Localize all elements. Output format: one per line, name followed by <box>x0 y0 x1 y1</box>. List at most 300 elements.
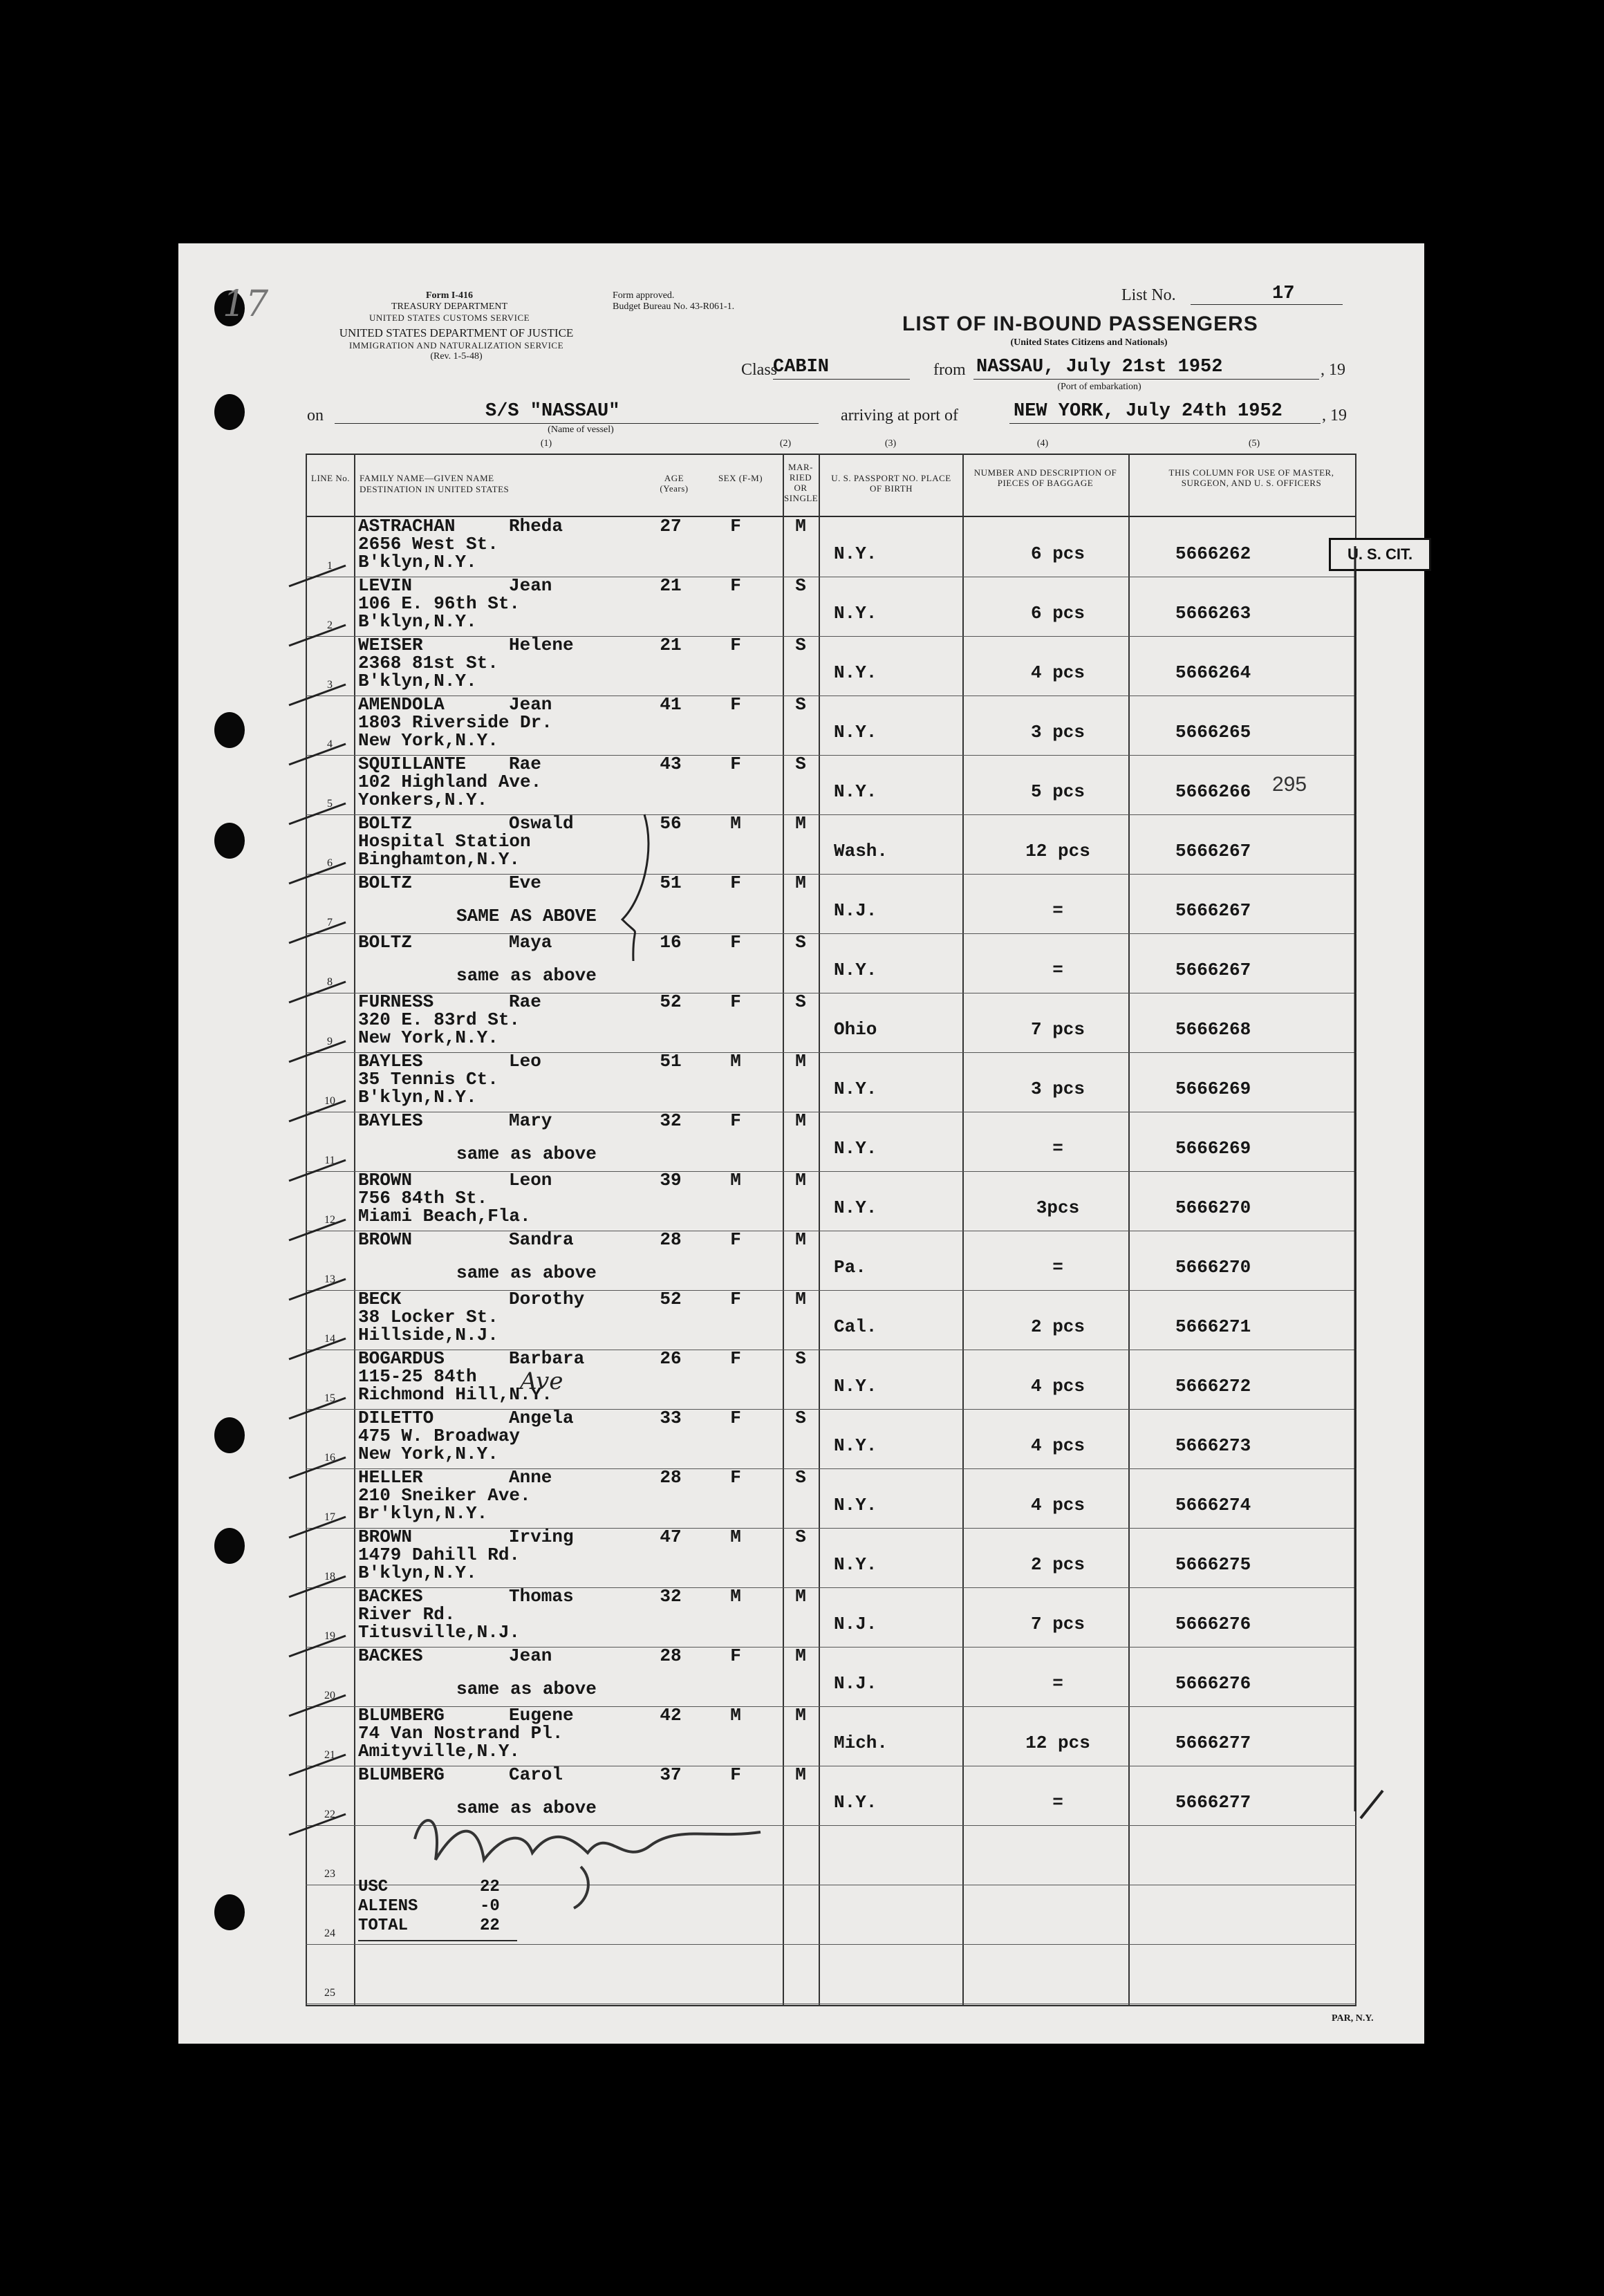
marital-status: S <box>795 635 806 655</box>
marital-status: M <box>795 1170 806 1191</box>
age: 21 <box>660 575 682 596</box>
line-number: 23 <box>324 1868 335 1880</box>
destination-line-2: Richmond Hill,N.Y. <box>358 1384 552 1405</box>
check-mark <box>289 1041 346 1062</box>
vessel-name: S/S "NASSAU" <box>485 401 620 422</box>
line-number: 15 <box>324 1392 335 1404</box>
given-name: Jean <box>509 694 552 715</box>
check-mark <box>289 1814 346 1835</box>
line-number: 14 <box>324 1333 335 1345</box>
sex: F <box>730 635 741 655</box>
class-value: CABIN <box>773 357 830 377</box>
corner-mark: 17 <box>223 283 269 325</box>
family-name: WEISER <box>358 635 423 655</box>
line-number: 16 <box>324 1452 335 1464</box>
destination-line-1: 38 Locker St. <box>358 1307 498 1327</box>
marital-status: M <box>795 1586 806 1607</box>
page-subtitle: (United States Citizens and Nationals) <box>1010 337 1168 348</box>
col-header-officers: THIS COLUMN FOR USE OF MASTER, SURGEON, AND U. S. OFFICERS <box>1168 467 1334 488</box>
bracket-mark <box>622 814 649 961</box>
marital-status: S <box>795 991 806 1012</box>
age: 51 <box>660 872 682 893</box>
line-number: 8 <box>327 976 333 988</box>
signature-mark <box>415 1820 761 1908</box>
officer-number: 5666273 <box>1175 1435 1251 1456</box>
line-number: 11 <box>324 1155 335 1166</box>
col-header-age: AGE (Years) <box>660 473 689 494</box>
year-suffix: , 19 <box>1321 361 1345 379</box>
sex: M <box>730 1051 741 1072</box>
family-name: BAYLES <box>358 1051 423 1072</box>
check-mark <box>289 1636 346 1656</box>
age: 27 <box>660 516 682 536</box>
total-value: 22 <box>480 1916 500 1935</box>
destination-line-2: Hillside,N.J. <box>358 1325 498 1345</box>
arriving-label: arriving at port of <box>841 407 958 424</box>
line-number: 10 <box>324 1095 335 1107</box>
sex: F <box>730 1289 741 1309</box>
check-mark <box>289 1338 346 1359</box>
destination-line-1: same as above <box>456 1679 597 1699</box>
check-mark <box>289 1220 346 1240</box>
place-of-birth: Cal. <box>834 1316 877 1337</box>
revision: (Rev. 1-5-48) <box>430 351 483 362</box>
place-of-birth: N.Y. <box>834 781 877 802</box>
destination-line-2: B'klyn,N.Y. <box>358 611 477 632</box>
destination-line-1: 74 Van Nostrand Pl. <box>358 1723 563 1744</box>
line-number: 13 <box>324 1273 335 1285</box>
check-mark <box>289 1160 346 1181</box>
destination-line-1: 115-25 84th <box>358 1366 477 1387</box>
family-name: DILETTO <box>358 1408 434 1428</box>
arriving-value: NEW YORK, July 24th 1952 <box>1014 401 1283 422</box>
place-of-birth: N.Y. <box>834 1138 877 1159</box>
age: 32 <box>660 1586 682 1607</box>
officer-number: 5666276 <box>1175 1673 1251 1694</box>
family-name: BOGARDUS <box>358 1348 445 1369</box>
from-label: from <box>933 361 966 379</box>
officer-number: 5666277 <box>1175 1792 1251 1813</box>
sex: F <box>730 1110 741 1131</box>
baggage: 2 pcs <box>1030 1316 1085 1337</box>
sex: F <box>730 1229 741 1250</box>
officer-number: 5666262 <box>1175 543 1251 564</box>
check-mark <box>289 1457 346 1478</box>
given-name: Irving <box>509 1527 574 1547</box>
marital-status: S <box>795 1408 806 1428</box>
check-mark <box>289 1755 346 1775</box>
check-mark <box>289 1695 346 1716</box>
officer-number: 5666268 <box>1175 1019 1251 1040</box>
place-of-birth: N.Y. <box>834 722 877 743</box>
officer-number: 5666270 <box>1175 1257 1251 1278</box>
baggage: 3pcs <box>1036 1197 1080 1218</box>
destination-line-1: same as above <box>456 1798 597 1818</box>
dept-treasury: TREASURY DEPARTMENT <box>391 301 508 312</box>
officer-number: 5666277 <box>1175 1733 1251 1753</box>
place-of-birth: N.Y. <box>834 960 877 980</box>
line-number: 22 <box>324 1809 335 1820</box>
family-name: BROWN <box>358 1170 413 1191</box>
destination-line-1: Hospital Station <box>358 831 531 852</box>
sex: M <box>730 813 741 834</box>
destination-line-2: Titusville,N.J. <box>358 1622 521 1643</box>
place-of-birth: N.Y. <box>834 1554 877 1575</box>
family-name: LEVIN <box>358 575 413 596</box>
class-label: Class <box>741 361 778 379</box>
given-name: Rheda <box>509 516 563 536</box>
given-name: Jean <box>509 575 552 596</box>
marital-status: S <box>795 1527 806 1547</box>
family-name: BACKES <box>358 1586 423 1607</box>
col-num-4: (4) <box>1036 438 1049 449</box>
family-name: BOLTZ <box>358 932 413 953</box>
given-name: Barbara <box>509 1348 585 1369</box>
list-number-label: List No. <box>1121 286 1176 304</box>
family-name: BACKES <box>358 1645 423 1666</box>
place-of-birth: N.Y. <box>834 603 877 624</box>
line-number: 3 <box>327 679 333 691</box>
age: 28 <box>660 1467 682 1488</box>
marital-status: S <box>795 754 806 774</box>
age: 33 <box>660 1408 682 1428</box>
officer-number: 5666272 <box>1175 1376 1251 1397</box>
place-of-birth: N.Y. <box>834 1495 877 1515</box>
sex: M <box>730 1705 741 1726</box>
age: 52 <box>660 1289 682 1309</box>
col-header-passport: U. S. PASSPORT NO. PLACE OF BIRTH <box>831 473 951 494</box>
officer-number: 5666267 <box>1175 841 1251 861</box>
place-of-birth: Ohio <box>834 1019 877 1040</box>
age: 28 <box>660 1229 682 1250</box>
port-embark-caption: (Port of embarkation) <box>1057 382 1141 392</box>
sex: F <box>730 1348 741 1369</box>
marital-status: S <box>795 1467 806 1488</box>
col-header-baggage: NUMBER AND DESCRIPTION OF PIECES OF BAGGAGE <box>973 467 1117 488</box>
check-mark <box>289 1517 346 1538</box>
marital-status: S <box>795 694 806 715</box>
sex: F <box>730 575 741 596</box>
sex: F <box>730 932 741 953</box>
family-name: AMENDOLA <box>358 694 445 715</box>
baggage: 5 pcs <box>1030 781 1085 802</box>
check-mark <box>289 1101 346 1121</box>
officer-number: 5666266 <box>1175 781 1251 802</box>
destination-line-1: River Rd. <box>358 1604 456 1625</box>
place-of-birth: N.J. <box>834 1614 877 1634</box>
baggage: 7 pcs <box>1030 1614 1085 1634</box>
age: 21 <box>660 635 682 655</box>
sex: F <box>730 754 741 774</box>
destination-line-1: SAME AS ABOVE <box>456 906 597 926</box>
family-name: ASTRACHAN <box>358 516 456 536</box>
place-of-birth: N.Y. <box>834 1376 877 1397</box>
place-of-birth: N.Y. <box>834 1079 877 1099</box>
age: 52 <box>660 991 682 1012</box>
marital-status: S <box>795 575 806 596</box>
baggage: = <box>1052 1138 1063 1159</box>
officer-number: 5666275 <box>1175 1554 1251 1575</box>
check-mark <box>289 863 346 884</box>
col-header-married: MAR-RIED OR SINGLE <box>784 462 819 503</box>
family-name: BOLTZ <box>358 813 413 834</box>
age: 56 <box>660 813 682 834</box>
page-title: LIST OF IN-BOUND PASSENGERS <box>902 312 1258 335</box>
destination-line-2: B'klyn,N.Y. <box>358 1087 477 1108</box>
family-name: BAYLES <box>358 1110 423 1131</box>
baggage: 4 pcs <box>1030 1495 1085 1515</box>
given-name: Leon <box>509 1170 552 1191</box>
officer-number: 5666263 <box>1175 603 1251 624</box>
officer-number: 5666267 <box>1175 960 1251 980</box>
vessel-caption: (Name of vessel) <box>548 424 614 435</box>
age: 28 <box>660 1645 682 1666</box>
sex: F <box>730 872 741 893</box>
marital-status: M <box>795 1229 806 1250</box>
marital-status: M <box>795 1645 806 1666</box>
given-name: Angela <box>509 1408 574 1428</box>
baggage: 2 pcs <box>1030 1554 1085 1575</box>
check-marks <box>289 566 346 1835</box>
destination-line-1: same as above <box>456 1262 597 1283</box>
destination-line-1: 102 Highland Ave. <box>358 772 542 792</box>
baggage: 12 pcs <box>1025 1733 1090 1753</box>
aliens-value: -0 <box>480 1897 500 1916</box>
place-of-birth: N.Y. <box>834 1792 877 1813</box>
age: 37 <box>660 1764 682 1785</box>
destination-line-1: 35 Tennis Ct. <box>358 1069 498 1090</box>
marital-status: M <box>795 1051 806 1072</box>
marital-status: M <box>795 813 806 834</box>
line-number: 2 <box>327 619 333 631</box>
check-mark <box>289 744 346 765</box>
family-name: BLUMBERG <box>358 1764 445 1785</box>
family-name: FURNESS <box>358 991 434 1012</box>
year-suffix: , 19 <box>1322 407 1347 424</box>
baggage: = <box>1052 1257 1063 1278</box>
baggage: 7 pcs <box>1030 1019 1085 1040</box>
age: 51 <box>660 1051 682 1072</box>
sex: M <box>730 1527 741 1547</box>
sex: F <box>730 694 741 715</box>
check-mark <box>289 684 346 705</box>
destination-line-2: Miami Beach,Fla. <box>358 1206 531 1226</box>
destination-line-1: 210 Sneiker Ave. <box>358 1485 531 1506</box>
destination-line-1: 2368 81st St. <box>358 653 498 673</box>
baggage: = <box>1052 960 1063 980</box>
final-check-mark <box>1361 1791 1383 1818</box>
col-header-name: FAMILY NAME—GIVEN NAME <box>360 473 494 483</box>
form-number: Form I-416 <box>425 290 474 301</box>
given-name: Leo <box>509 1051 541 1072</box>
family-name: BECK <box>358 1289 402 1309</box>
destination-line-1: 1803 Riverside Dr. <box>358 712 552 733</box>
baggage: = <box>1052 900 1063 921</box>
place-of-birth: Wash. <box>834 841 888 861</box>
baggage: 12 pcs <box>1025 841 1090 861</box>
line-number: 4 <box>327 738 333 750</box>
age: 43 <box>660 754 682 774</box>
handwritten-ave: Ave <box>520 1368 563 1395</box>
family-name: BROWN <box>358 1527 413 1547</box>
given-name: Mary <box>509 1110 552 1131</box>
family-name: BOLTZ <box>358 872 413 893</box>
line-number: 18 <box>324 1571 335 1583</box>
line-number: 1 <box>327 560 333 572</box>
sex: M <box>730 1586 741 1607</box>
baggage: 4 pcs <box>1030 1435 1085 1456</box>
sex: M <box>730 1170 741 1191</box>
marital-status: S <box>795 1348 806 1369</box>
place-of-birth: Mich. <box>834 1733 888 1753</box>
budget-bureau: Budget Bureau No. 43-R061-1. <box>613 301 735 312</box>
line-number: 24 <box>324 1928 335 1939</box>
baggage: = <box>1052 1792 1063 1813</box>
destination-line-1: 106 E. 96th St. <box>358 593 521 614</box>
line-number: 17 <box>324 1511 335 1523</box>
place-of-birth: N.Y. <box>834 1435 877 1456</box>
place-of-birth: N.Y. <box>834 662 877 683</box>
col-num-1: (1) <box>540 438 552 449</box>
officer-number: 5666269 <box>1175 1079 1251 1099</box>
baggage: 3 pcs <box>1030 1079 1085 1099</box>
given-name: Helene <box>509 635 574 655</box>
marital-status: S <box>795 932 806 953</box>
col-header-line-no: LINE No. <box>311 473 350 483</box>
marital-status: M <box>795 872 806 893</box>
officer-number: 5666265 <box>1175 722 1251 743</box>
destination-line-1: 2656 West St. <box>358 534 498 554</box>
family-name: BLUMBERG <box>358 1705 445 1726</box>
destination-line-2: New York,N.Y. <box>358 1444 498 1464</box>
place-of-birth: N.Y. <box>834 543 877 564</box>
age: 41 <box>660 694 682 715</box>
sex: F <box>730 1645 741 1666</box>
destination-line-2: Amityville,N.Y. <box>358 1741 521 1762</box>
col-header-sex: SEX (F-M) <box>718 473 763 483</box>
line-number: 6 <box>327 857 333 869</box>
marital-status: M <box>795 516 806 536</box>
line-number: 5 <box>327 798 333 810</box>
given-name: Rae <box>509 754 541 774</box>
age: 39 <box>660 1170 682 1191</box>
col-num-2: (2) <box>779 438 792 449</box>
officer-number: 5666270 <box>1175 1197 1251 1218</box>
officer-number: 5666267 <box>1175 900 1251 921</box>
place-of-birth: Pa. <box>834 1257 866 1278</box>
line-number: 20 <box>324 1690 335 1701</box>
sex: F <box>730 1764 741 1785</box>
line-number: 19 <box>324 1630 335 1642</box>
destination-line-1: 756 84th St. <box>358 1188 488 1208</box>
marital-status: M <box>795 1705 806 1726</box>
given-name: Anne <box>509 1467 552 1488</box>
family-name: HELLER <box>358 1467 423 1488</box>
ins: IMMIGRATION AND NATURALIZATION SERVICE <box>348 340 564 351</box>
baggage: = <box>1052 1673 1063 1694</box>
sex: F <box>730 1467 741 1488</box>
total-label: TOTAL <box>358 1916 409 1935</box>
destination-line-2: Binghamton,N.Y. <box>358 849 521 870</box>
age: 47 <box>660 1527 682 1547</box>
destination-line-1: 1479 Dahill Rd. <box>358 1544 521 1565</box>
given-name: Dorothy <box>509 1289 585 1309</box>
line-number: 12 <box>324 1214 335 1226</box>
baggage: 4 pcs <box>1030 662 1085 683</box>
usc-value: 22 <box>480 1878 500 1896</box>
on-label: on <box>307 407 324 424</box>
given-name: Carol <box>509 1764 563 1785</box>
check-mark <box>289 922 346 943</box>
place-of-birth: N.J. <box>834 1673 877 1694</box>
destination-line-1: 320 E. 83rd St. <box>358 1009 521 1030</box>
usc-label: USC <box>358 1878 389 1896</box>
check-mark <box>289 625 346 646</box>
given-name: Eugene <box>509 1705 574 1726</box>
destination-line-1: 475 W. Broadway <box>358 1426 521 1446</box>
given-name: Oswald <box>509 813 574 834</box>
check-mark <box>289 1279 346 1300</box>
place-of-birth: N.J. <box>834 900 877 921</box>
baggage: 4 pcs <box>1030 1376 1085 1397</box>
officer-number: 5666274 <box>1175 1495 1251 1515</box>
dept-justice: UNITED STATES DEPARTMENT OF JUSTICE <box>339 326 574 339</box>
baggage: 6 pcs <box>1030 543 1085 564</box>
baggage: 6 pcs <box>1030 603 1085 624</box>
destination-line-1: same as above <box>456 965 597 986</box>
from-value: NASSAU, July 21st 1952 <box>976 357 1223 377</box>
family-name: SQUILLANTE <box>358 754 467 774</box>
place-of-birth: N.Y. <box>834 1197 877 1218</box>
baggage: 3 pcs <box>1030 722 1085 743</box>
destination-line-1: same as above <box>456 1144 597 1164</box>
given-name: Maya <box>509 932 552 953</box>
officer-number: 5666269 <box>1175 1138 1251 1159</box>
officer-number: 5666276 <box>1175 1614 1251 1634</box>
given-name: Eve <box>509 872 541 893</box>
col-num-3: (3) <box>884 438 897 449</box>
age: 32 <box>660 1110 682 1131</box>
destination-line-2: B'klyn,N.Y. <box>358 552 477 572</box>
line-number: 25 <box>324 1987 335 1999</box>
list-number: 17 <box>1272 283 1295 304</box>
destination-line-2: Yonkers,N.Y. <box>358 790 488 810</box>
given-name: Sandra <box>509 1229 574 1250</box>
officer-number: 5666264 <box>1175 662 1251 683</box>
form-approved: Form approved. <box>613 290 675 301</box>
marital-status: M <box>795 1764 806 1785</box>
stamped-number: 295 <box>1272 773 1307 796</box>
sex: F <box>730 991 741 1012</box>
check-mark <box>289 803 346 824</box>
printer-mark: PAR, N.Y. <box>1332 2013 1374 2024</box>
officer-number: 5666271 <box>1175 1316 1251 1337</box>
destination-line-2: B'klyn,N.Y. <box>358 1562 477 1583</box>
given-name: Jean <box>509 1645 552 1666</box>
destination-line-2: Br'klyn,N.Y. <box>358 1503 488 1524</box>
check-mark <box>289 982 346 1002</box>
col-num-5: (5) <box>1248 438 1260 449</box>
check-mark <box>289 1398 346 1419</box>
check-mark <box>289 566 346 586</box>
us-citizen-stamp: U. S. CIT. <box>1329 538 1431 571</box>
line-number: 21 <box>324 1749 335 1761</box>
marital-status: M <box>795 1289 806 1309</box>
sex: F <box>730 516 741 536</box>
destination-line-2: B'klyn,N.Y. <box>358 671 477 691</box>
line-number: 7 <box>327 917 333 928</box>
sex: F <box>730 1408 741 1428</box>
